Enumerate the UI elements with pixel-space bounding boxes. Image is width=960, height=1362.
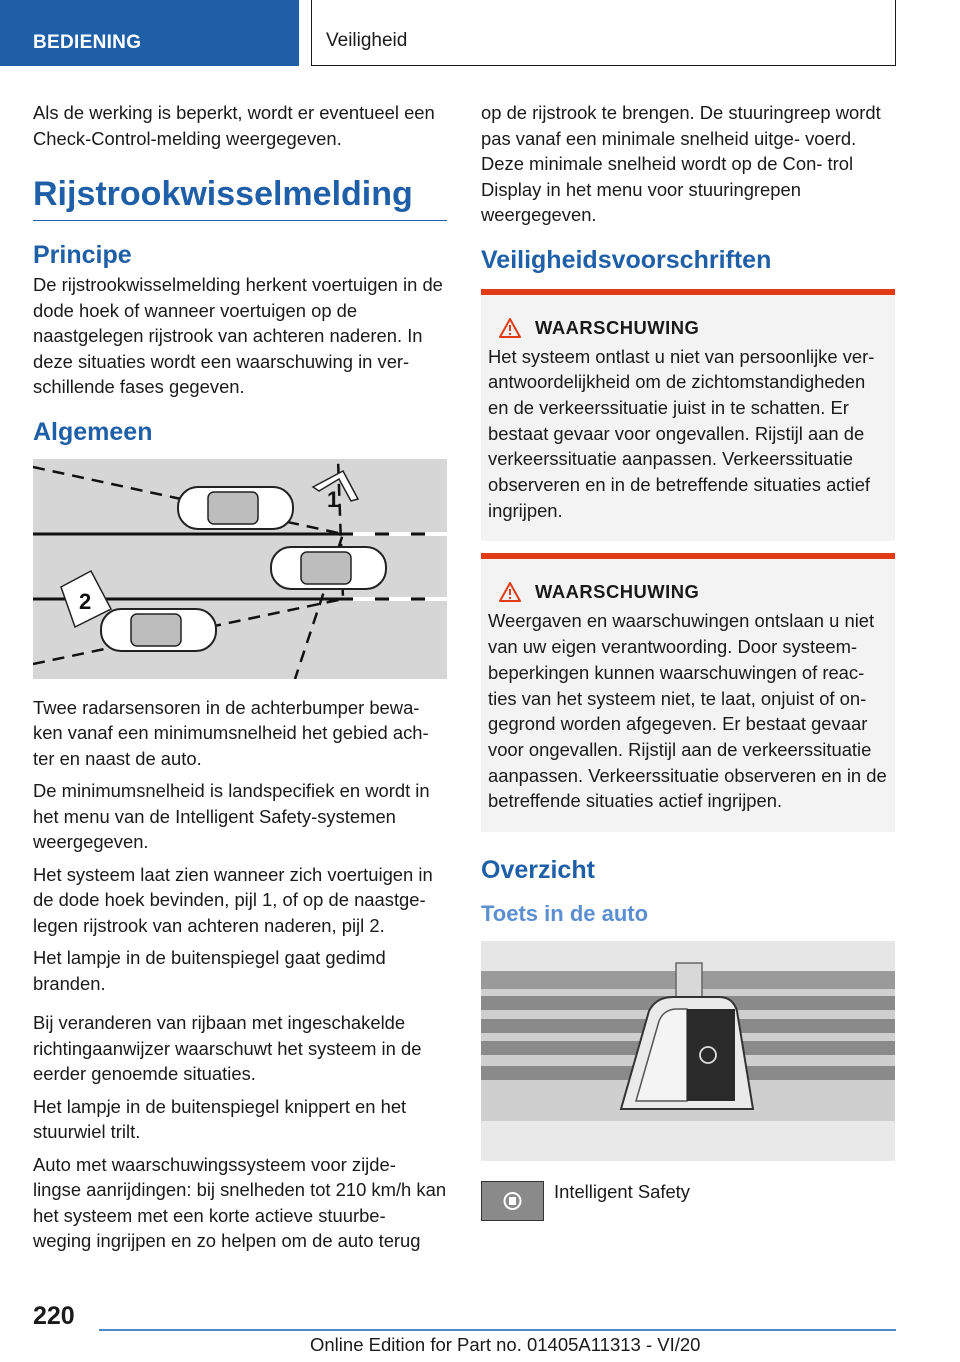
svg-text:1: 1 xyxy=(327,486,340,512)
paragraph-3: Het systeem laat zien wanneer zich voertuigen in de dode hoek bevinden, pijl 1, of op de naastge- legen rijstrook van achteren naderen, pijl 2. xyxy=(33,863,433,936)
paragraph-5: Bij veranderen van rijbaan met ingeschakelde richtingaanwijzer waarschuwt het systeem in de eerder genoemde situaties. xyxy=(33,1012,422,1084)
warning-triangle-icon xyxy=(499,318,521,338)
paragraph-1: Twee radarsensoren in de achterbumper bewa- ken vanaf een minimumsnelheid het gebied ach- ter en naast de auto. xyxy=(33,696,429,769)
paragraph-4: Het lampje in de buitenspiegel gaat gedimd branden. xyxy=(33,947,386,994)
page-number: 220 xyxy=(33,1302,75,1330)
section-tab: BEDIENING xyxy=(0,0,299,66)
button-legend xyxy=(481,1181,895,1221)
principle-heading: Principe xyxy=(33,241,132,269)
warning-text: Weergaven en waarschuwingen ontslaan u niet van uw eigen verantwoording. Door systeem- beperkingen kunnen waarschuwingen of reac- ties van het systeem niet, te laat, onjuist of on- gegrond worden afgegeven. Er bestaat gevaar voor ongevallen. Rijstijl aan de verkeerssituatie aanpassen. Verkeerssituatie observeren en in de betreffende situaties actief ingrijpen. xyxy=(488,610,887,812)
intro-text: Als de werking is beperkt, wordt er eventueel een Check-Control-melding weergegeven. xyxy=(33,102,435,149)
car-middle xyxy=(271,547,386,589)
paragraph-2: De minimumsnelheid is landspecifiek en wordt in het menu van de Intelligent Safety-systemen weergegeven. xyxy=(33,780,430,852)
car-top xyxy=(178,487,293,529)
right-column xyxy=(481,100,895,1221)
overview-heading: Overzicht xyxy=(481,856,595,885)
edition-text: Online Edition for Part no. 01405A11313 - VI/20 xyxy=(310,1334,701,1355)
warning-title: WAARSCHUWING xyxy=(535,581,700,603)
button-label: Intelligent Safety xyxy=(554,1181,690,1203)
warning-box-2 xyxy=(481,553,895,832)
continuation-text: op de rijstrook te brengen. De stuuringreep wordt pas vanaf een minimale snelheid uitge- voerd. Deze minimale snelheid wordt op de Con- trol Display in het menu voor stuuringrepen weergegeven. xyxy=(481,102,881,225)
blind-spot-illustration xyxy=(33,459,447,679)
page-title: Rijstrookwisselmelding xyxy=(33,175,447,221)
warning-box-1 xyxy=(481,289,895,542)
general-heading: Algemeen xyxy=(33,417,153,446)
left-column xyxy=(33,100,447,1261)
paragraph-7: Auto met waarschuwingssysteem voor zijde- lingse aanrijdingen: bij snelheden tot 210 km/h kan het systeem met een korte actieve stuurbe- weging ingrijpen en zo helpen om de auto terug xyxy=(33,1153,447,1251)
chapter-title: Veiligheid xyxy=(311,0,896,66)
warning-title: WAARSCHUWING xyxy=(535,316,700,338)
safety-heading: Veiligheidsvoorschriften xyxy=(481,245,772,274)
car-button-photo xyxy=(481,941,895,1161)
principle-text: De rijstrookwisselmelding herkent voertuigen in de dode hoek of wanneer voertuigen op de naastgelegen rijstrook van achteren naderen. In deze situaties wordt een waarschuwing in ver- schillende fases gegeven. xyxy=(33,274,443,397)
button-heading: Toets in de auto xyxy=(481,901,649,927)
warning-text: Het systeem ontlast u niet van persoonlijke ver- antwoordelijkheid om de zichtomstandigheden en de verkeerssituatie juist in te schatten. Er bestaat gevaar voor ongevallen. Rijstijl aan de verkeerssituatie aanpassen. Verkeerssituatie observeren en in de betreffende situaties actief ingrijpen. xyxy=(488,345,875,521)
paragraph-6: Het lampje in de buitenspiegel knippert en het stuurwiel trilt. xyxy=(33,1095,407,1142)
car-bottom xyxy=(101,609,216,651)
warning-triangle-icon xyxy=(499,582,521,602)
intelligent-safety-icon xyxy=(481,1181,544,1221)
svg-text:2: 2 xyxy=(79,588,92,614)
footer-divider xyxy=(99,1329,896,1331)
